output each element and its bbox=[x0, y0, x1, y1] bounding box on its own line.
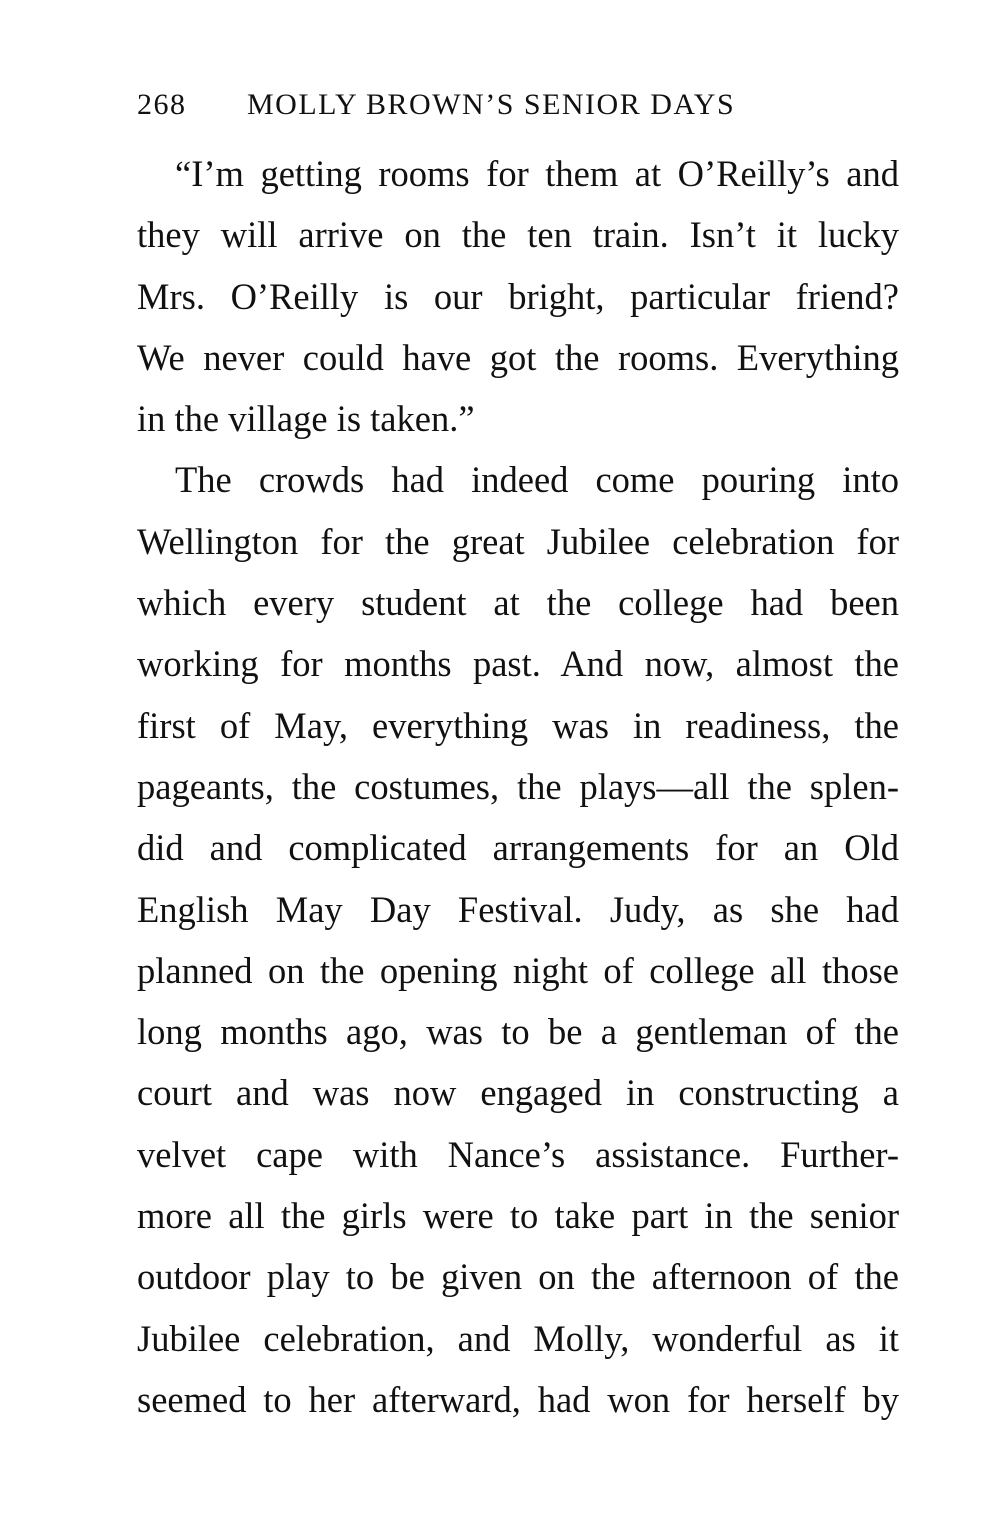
text-line: court and was now engaged in constructing a bbox=[137, 1072, 899, 1114]
text-line: “I’m getting rooms for them at O’Reilly’s and bbox=[175, 153, 899, 194]
text-line: The crowds had indeed come pouring into bbox=[175, 459, 899, 501]
text-line: planned on the opening night of college all those bbox=[137, 949, 899, 991]
text-line: in the village is taken.” bbox=[137, 398, 475, 440]
text-line: working for months past. And now, almost the bbox=[137, 643, 899, 685]
text-line: more all the girls were to take part in the senior bbox=[137, 1195, 899, 1237]
text-line: seemed to her afterward, had won for herself by bbox=[137, 1378, 899, 1420]
body-text bbox=[137, 143, 899, 1430]
text-line: pageants, the costumes, the plays—all the splen- bbox=[137, 765, 899, 807]
text-line: outdoor play to be given on the afternoon of the bbox=[137, 1256, 899, 1298]
text-line: did and complicated arrangements for an Old bbox=[137, 827, 899, 869]
page-number: 268 bbox=[137, 88, 187, 121]
text-line: first of May, everything was in readiness, the bbox=[137, 704, 899, 746]
text-line: Wellington for the great Jubilee celebration for bbox=[137, 520, 899, 562]
text-line: English May Day Festival. Judy, as she had bbox=[137, 888, 899, 930]
text-line: they will arrive on the ten train. Isn’t it lucky bbox=[137, 214, 899, 256]
text-line: Jubilee celebration, and Molly, wonderful as it bbox=[137, 1317, 899, 1359]
text-line: Mrs. O’Reilly is our bright, particular friend? bbox=[137, 275, 899, 317]
running-header bbox=[137, 88, 897, 128]
book-title: MOLLY BROWN’S SENIOR DAYS bbox=[247, 88, 736, 121]
text-line: We never could have got the rooms. Everything bbox=[137, 336, 899, 378]
text-line: long months ago, was to be a gentleman of the bbox=[137, 1011, 899, 1053]
text-line: which every student at the college had been bbox=[137, 582, 899, 624]
text-line: velvet cape with Nance’s assistance. Further- bbox=[137, 1133, 899, 1175]
